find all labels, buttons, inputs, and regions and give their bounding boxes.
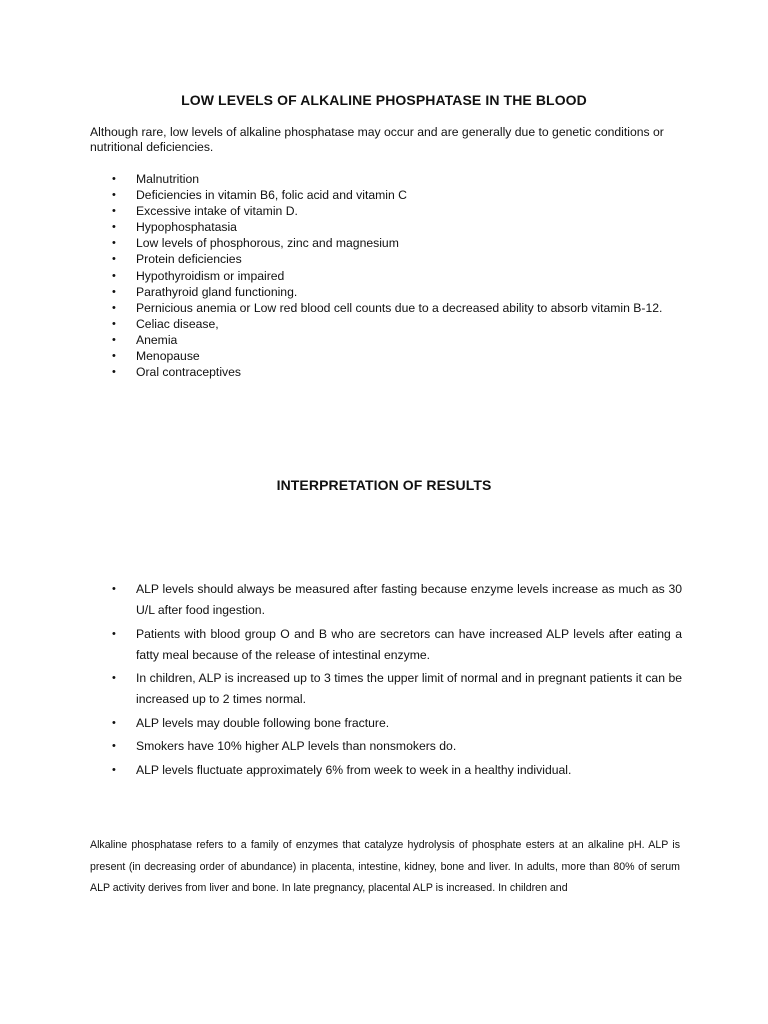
list-item: [112, 203, 662, 219]
list-item-text: Menopause: [136, 349, 200, 364]
bullet-icon: •: [112, 205, 116, 218]
list-item-text: Low levels of phosphorous, zinc and magnesium: [136, 236, 399, 251]
list-item: [112, 219, 662, 235]
list-item-text: ALP levels may double following bone fracture.: [136, 715, 390, 730]
list-item: [112, 364, 662, 380]
list-item-text: Protein deficiencies: [136, 252, 242, 267]
list-item: [112, 235, 662, 251]
bullet-icon: •: [112, 350, 116, 363]
list-item-text: Excessive intake of vitamin D.: [136, 204, 298, 219]
list-item-text: Anemia: [136, 332, 178, 347]
bullet-icon: •: [112, 583, 116, 595]
list-item: [112, 332, 662, 348]
list-item: [112, 251, 662, 267]
list-item-text: ALP levels fluctuate approximately 6% from week to week in a healthy individual.: [136, 762, 572, 777]
list-item: [112, 300, 662, 316]
list-item-text: Patients with blood group O and B who are secretors can have increased ALP levels after eating a fatty meal because of the release of intestinal enzyme.: [136, 626, 682, 662]
list-item: [112, 171, 662, 187]
list-item: [112, 187, 662, 203]
bullet-icon: •: [112, 237, 116, 250]
bullet-icon: •: [112, 333, 116, 346]
list-item-text: In children, ALP is increased up to 3 times the upper limit of normal and in pregnant patients it can be increased up to 2 times normal.: [136, 671, 682, 706]
bullet-icon: •: [112, 301, 116, 314]
bullet-icon: •: [112, 173, 116, 185]
bullet-icon: •: [112, 317, 116, 330]
section-heading: INTERPRETATION OF RESULTS: [276, 477, 492, 493]
list-item-text: Hypophosphatasia: [136, 220, 237, 235]
list-item-text: Hypothyroidism or impaired: [136, 268, 285, 283]
causes-list: [112, 171, 662, 380]
list-item-text: Malnutrition: [136, 172, 199, 186]
list-item-text: Smokers have 10% higher ALP levels than nonsmokers do.: [136, 739, 457, 753]
bullet-icon: •: [112, 740, 116, 752]
interpretation-list: [112, 579, 682, 783]
list-item: [112, 268, 662, 284]
list-item-text: ALP levels should always be measured after fasting because enzyme levels increase as much as 30 U/L after food ingestion.: [136, 582, 682, 617]
bullet-icon: •: [112, 366, 116, 379]
list-item-text: Celiac disease,: [136, 316, 219, 331]
closing-paragraph: Alkaline phosphatase refers to a family of enzymes that catalyze hydrolysis of phosphate esters at an alkaline pH. ALP is present (in decreasing order of abundance) in placenta, intestine, kidney, bone and liver. In adults, more than 80% of serum ALP activity derives from liver and bone. In late pregnancy, placental ALP is increased. In children and: [90, 839, 680, 894]
list-item: [112, 736, 682, 757]
list-item-text: Parathyroid gland functioning.: [136, 284, 298, 299]
bullet-icon: •: [112, 672, 116, 684]
bullet-icon: •: [112, 189, 116, 202]
list-item: [112, 624, 682, 666]
list-item: [112, 579, 682, 621]
list-item-text: Deficiencies in vitamin B6, folic acid and vitamin C: [136, 188, 407, 203]
bullet-icon: •: [112, 253, 116, 266]
list-item-text: Pernicious anemia or Low red blood cell counts due to a decreased ability to absorb vitamin B-12.: [136, 300, 663, 315]
bullet-icon: •: [112, 763, 116, 776]
list-item: [112, 348, 662, 364]
intro-paragraph: Although rare, low levels of alkaline phosphatase may occur and are generally due to genetic conditions or nutritional deficiencies.: [90, 125, 664, 154]
bullet-icon: •: [112, 285, 116, 298]
bullet-icon: •: [112, 221, 116, 234]
list-item: [112, 668, 682, 710]
list-item: [112, 284, 662, 300]
list-item: [112, 316, 662, 332]
page-title: LOW LEVELS OF ALKALINE PHOSPHATASE IN THE BLOOD: [181, 92, 587, 108]
list-item: [112, 713, 682, 734]
list-item: [112, 760, 682, 781]
bullet-icon: •: [112, 627, 116, 640]
bullet-icon: •: [112, 269, 116, 282]
list-item-text: Oral contraceptives: [136, 365, 241, 380]
bullet-icon: •: [112, 716, 116, 729]
